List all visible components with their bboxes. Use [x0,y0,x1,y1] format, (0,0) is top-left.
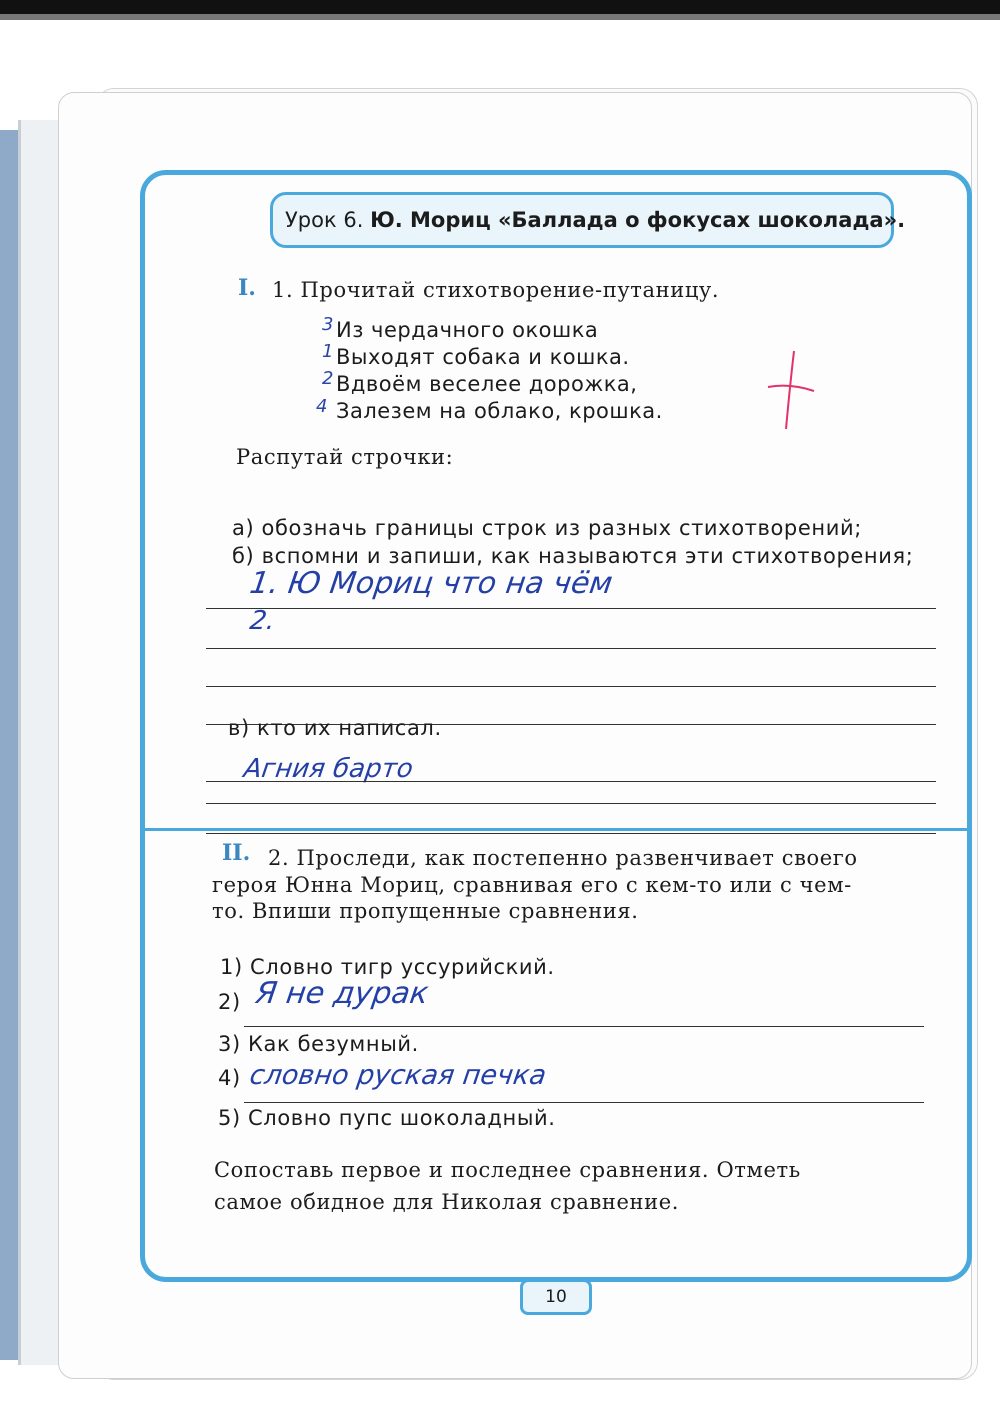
comparison-item: 4) [218,1066,241,1090]
lesson-work-title: Ю. Мориц «Баллада о фокусах шоколада». [370,208,906,232]
item-b-text: б) вспомни и запиши, как называются эти стихотворения; [232,544,914,568]
section-1-marker: I. [238,275,256,301]
poem-mark: 3 [322,314,334,335]
item-a-text: а) обозначь границы строк из разных стихотворений; [232,516,862,540]
comparison-item: 3) Как безумный. [218,1032,419,1056]
final-task-text: самое обидное для Николая сравнение. [214,1190,680,1214]
item-v-text: в) кто их написал. [228,716,442,740]
poem-mark: 1 [322,341,334,362]
answer-line [206,648,936,649]
handwritten-answer: Агния барто [241,754,415,784]
poem-line: Вдвоём веселее дорожка, [336,372,638,396]
handwritten-answer: 2. [247,606,277,636]
answer-line [244,1026,924,1027]
handwritten-answer: словно руская печка [247,1060,549,1091]
task-2-text: героя Юнна Мориц, сравнивая его с кем-то или с чем- [212,873,852,897]
comparison-item: 5) Словно пупс шоколадный. [218,1106,556,1130]
poem-line: Залезем на облако, крошка. [336,399,663,423]
comparison-item: 1) Словно тигр уссурийский. [220,955,555,979]
section-divider [145,828,970,831]
task-2-text: 2. Проследи, как постепенно развенчивает своего [268,846,858,870]
page-number: 10 [520,1279,592,1315]
task-1-text: 1. Прочитай стихотворение-путаницу. [272,278,720,302]
answer-line [206,686,936,687]
answer-line [206,833,936,834]
task-2-text: то. Впиши пропущенные сравнения. [212,899,639,923]
handwritten-answer: 1. Ю Мориц что на чём [247,566,615,601]
comparison-item: 2) [218,990,241,1014]
poem-mark: 2 [322,368,334,389]
handwritten-answer: Я не дурак [253,976,431,1011]
final-task-text: Сопоставь первое и последнее сравнения. Отметь [214,1158,801,1182]
answer-line [206,803,936,804]
poem-line: Выходят собака и кошка. [336,345,630,369]
instruction-text: Распутай строчки: [236,445,454,469]
lesson-title [270,192,906,248]
section-2-marker: II. [222,840,251,866]
grade-plus-mark [760,345,820,435]
answer-line [206,608,936,609]
lesson-number: Урок 6. [285,208,364,232]
poem-line: Из чердачного окошка [336,318,599,342]
answer-line [206,781,936,782]
answer-line [244,1102,924,1103]
scan-shadow [0,14,1000,20]
poem-mark: 4 [316,396,328,417]
